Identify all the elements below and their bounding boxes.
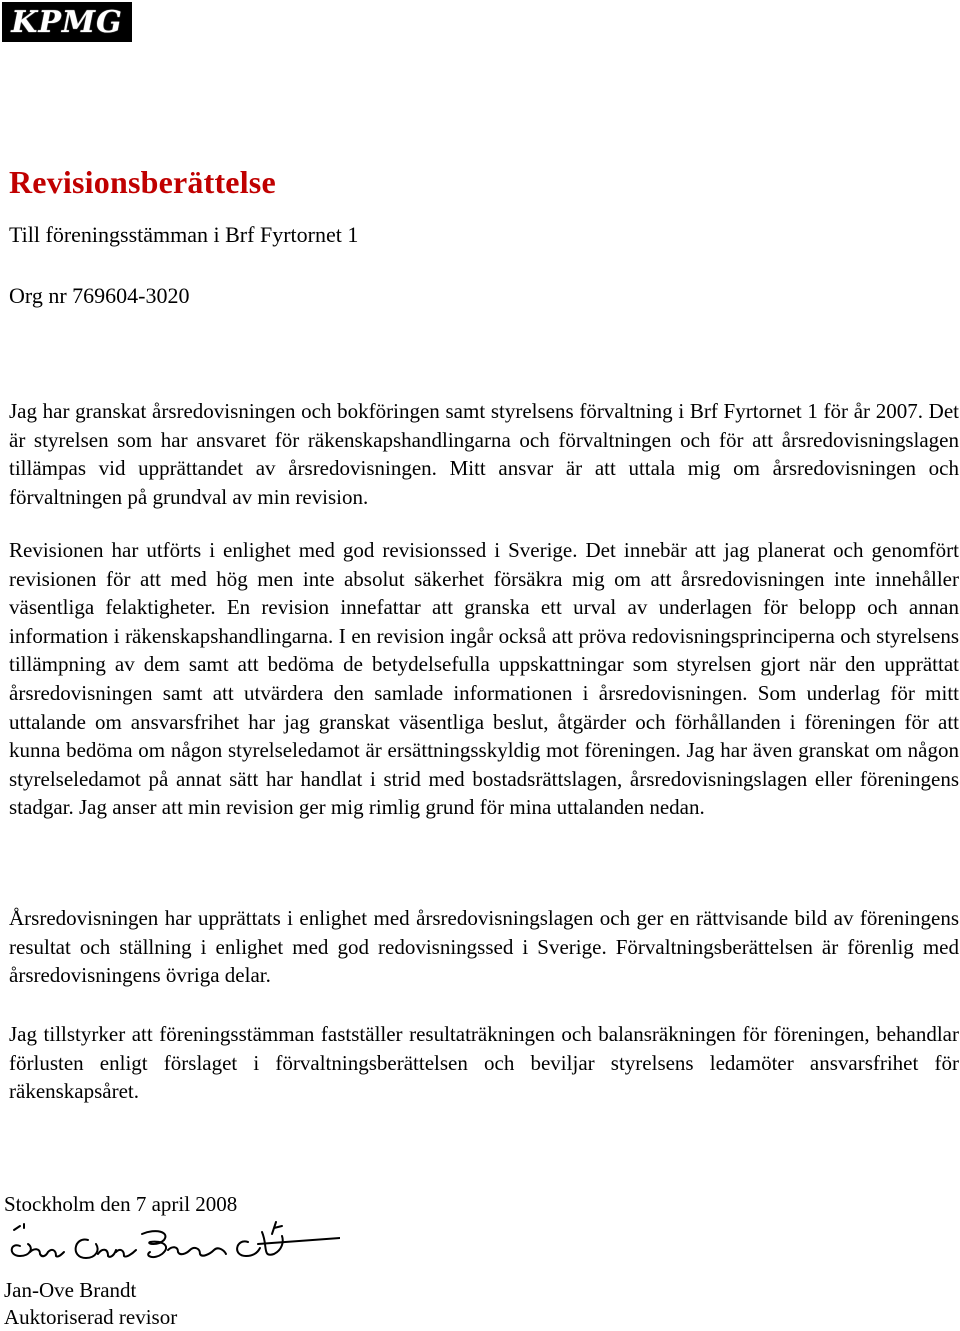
handwritten-signature [0, 1212, 340, 1282]
paragraph-scope: Jag har granskat årsredovisningen och bokföringen samt styrelsens förvaltning i Brf Fyrtornet 1 för år 2007. Det är styrelsen som har ansvaret för räkenskapshandlingarna och förvaltningen och för att årsredovisningslagen tillämpas vid upprättandet av årsredovisningen. Mitt ansvar är att uttala mig om årsredovisningen och förvaltningen på grundval av min revision. [9, 399, 959, 509]
org-number: Org nr 769604-3020 [9, 283, 190, 308]
paragraph-recommendation: Jag tillstyrker att föreningsstämman fastställer resultaträkningen och balansräkningen för föreningen, behandlar förlusten enligt förslaget i förvaltningsberättelsen och beviljar styrelsens ledamöter ansvarsfrihet för räkenskapsåret. [9, 1022, 959, 1104]
paragraph-audit-method: Revisionen har utförts i enlighet med god revisionssed i Sverige. Det innebär att jag planerat och genomfört revisionen för att med hög men inte absolut säkerhet försäkra mig om att årsredovisningen inte innehåller väsentliga felaktigheter. En revision innefattar att granska ett urval av underlagen för belopp och annan information i räkenskapshandlingarna. I en revision ingår också att pröva redovisningsprinciperna och styrelsens tillämpning av dem samt att bedöma de betydelsefulla uppskattningar som styrelsen gjort när den upprättat årsredovisningen samt att utvärdera den samlade informationen i årsredovisningen. Som underlag för mitt uttalande om ansvarsfrihet har jag granskat väsentliga beslut, åtgärder och förhållanden i föreningen för att kunna bedöma om någon styrelseledamot är ersättningsskyldig mot föreningen. Jag har även granskat om någon styrelseledamot på annat sätt har handlat i strid med bostadsrättslagen, årsredovisningslagen eller föreningens stadgar. Jag anser att min revision ger mig rimlig grund för mina uttalanden nedan. [9, 538, 959, 820]
document-title: Revisionsberättelse [9, 164, 276, 200]
kpmg-logo [2, 2, 132, 42]
logo-text: KPMG [11, 4, 123, 40]
signatory-title: Auktoriserad revisor [4, 1305, 178, 1329]
addressee: Till föreningsstämman i Brf Fyrtornet 1 [9, 222, 359, 247]
place-date: Stockholm den 7 april 2008 [4, 1192, 238, 1216]
signatory-name: Jan-Ove Brandt [4, 1278, 137, 1302]
paragraph-opinion: Årsredovisningen har upprättats i enlighet med årsredovisningslagen och ger en rättvisande bild av föreningens resultat och ställning i enlighet med god redovisningssed i Sverige. Förvaltningsberättelsen är förenlig med årsredovisningens övriga delar. [9, 906, 959, 988]
